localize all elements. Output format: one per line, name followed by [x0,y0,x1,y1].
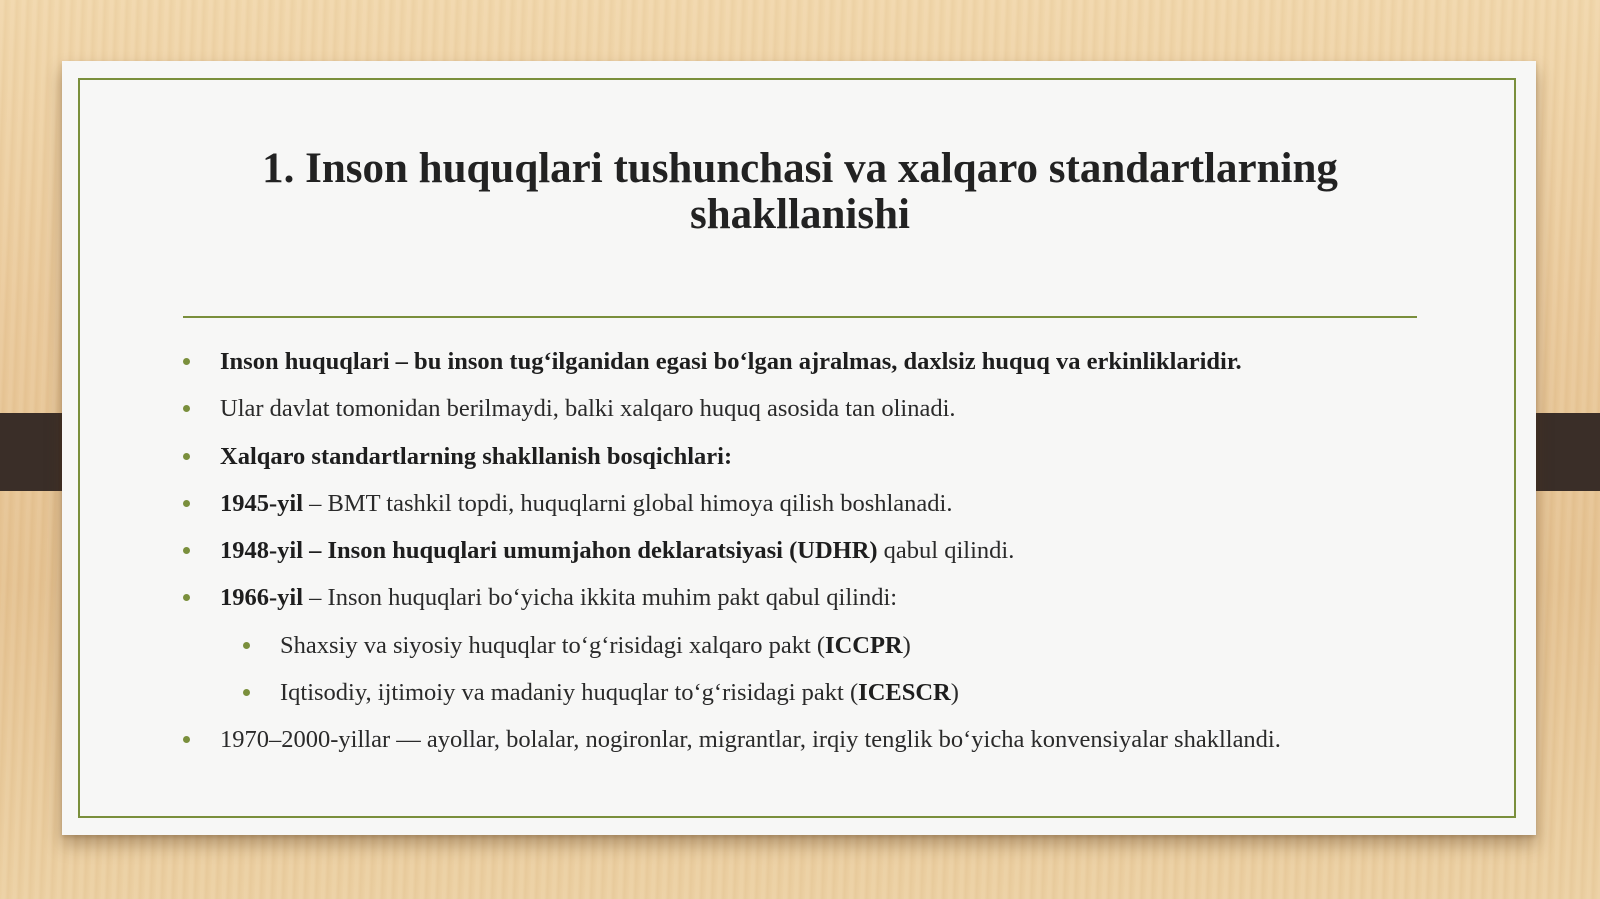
bullet-text: Iqtisodiy, ijtimoiy va madaniy huquqlar to‘g‘risidagi pakt ( [280,679,859,707]
title-divider [183,316,1417,318]
bullet-text: – Inson huquqlari bo‘yicha ikkita muhim pakt qabul qilindi: [303,584,898,612]
slide-title-line2: shakllanishi [690,191,910,238]
bullet-item [183,574,1443,621]
bullet-dot-icon [183,453,190,460]
bullet-text: Ular davlat tomonidan berilmaydi, balki xalqaro huquq asosida tan olinadi. [220,395,956,423]
bullet-tail-text: ) [902,631,911,659]
bullet-text: qabul qilindi. [877,537,1015,565]
bullet-bold-text: 1966-yil [220,584,304,612]
bullet-dot-icon [183,547,190,554]
bullet-text: – BMT tashkil topdi, huquqlarni global himoya qilish boshlanadi. [303,489,953,517]
bullet-dot-icon [183,358,190,365]
bullet-item [183,716,1443,763]
bullet-text: Shaxsiy va siyosiy huquqlar to‘g‘risidagi xalqaro pakt ( [280,631,826,659]
bullet-item [183,480,1443,527]
bullet-bold-text: 1948-yil – Inson huquqlari umumjahon deklaratsiyasi (UDHR) [220,537,878,565]
bullet-tail-text: ) [950,679,959,707]
sub-bullet-item [183,669,1443,716]
bullet-item [183,433,1443,480]
bullet-bold-text: ICCPR [825,631,903,659]
bullet-dot-icon [183,736,190,743]
bullet-list [183,338,1443,764]
bullet-text: 1970–2000-yillar — ayollar, bolalar, nogironlar, migrantlar, irqiy tenglik bo‘yicha konvensiyalar shakllandi. [220,726,1281,754]
bullet-bold-text: ICESCR [858,679,951,707]
slide-title [180,146,1420,238]
bullet-bold-text: Xalqaro standartlarning shakllanish bosqichlari: [220,442,733,470]
bullet-dot-icon [243,689,250,696]
bullet-dot-icon [183,500,190,507]
bullet-item [183,338,1443,385]
bullet-item [183,527,1443,574]
bullet-bold-text: 1945-yil [220,489,304,517]
bullet-dot-icon [183,405,190,412]
bullet-item [183,385,1443,432]
bullet-dot-icon [183,594,190,601]
slide-title-line1: 1. Inson huquqlari tushunchasi va xalqaro standartlarning [262,145,1338,192]
sub-bullet-item [183,622,1443,669]
bullet-bold-text: Inson huquqlari – bu inson tug‘ilganidan egasi bo‘lgan ajralmas, daxlsiz huquq va erkinliklaridir. [220,348,1242,375]
bullet-dot-icon [243,642,250,649]
